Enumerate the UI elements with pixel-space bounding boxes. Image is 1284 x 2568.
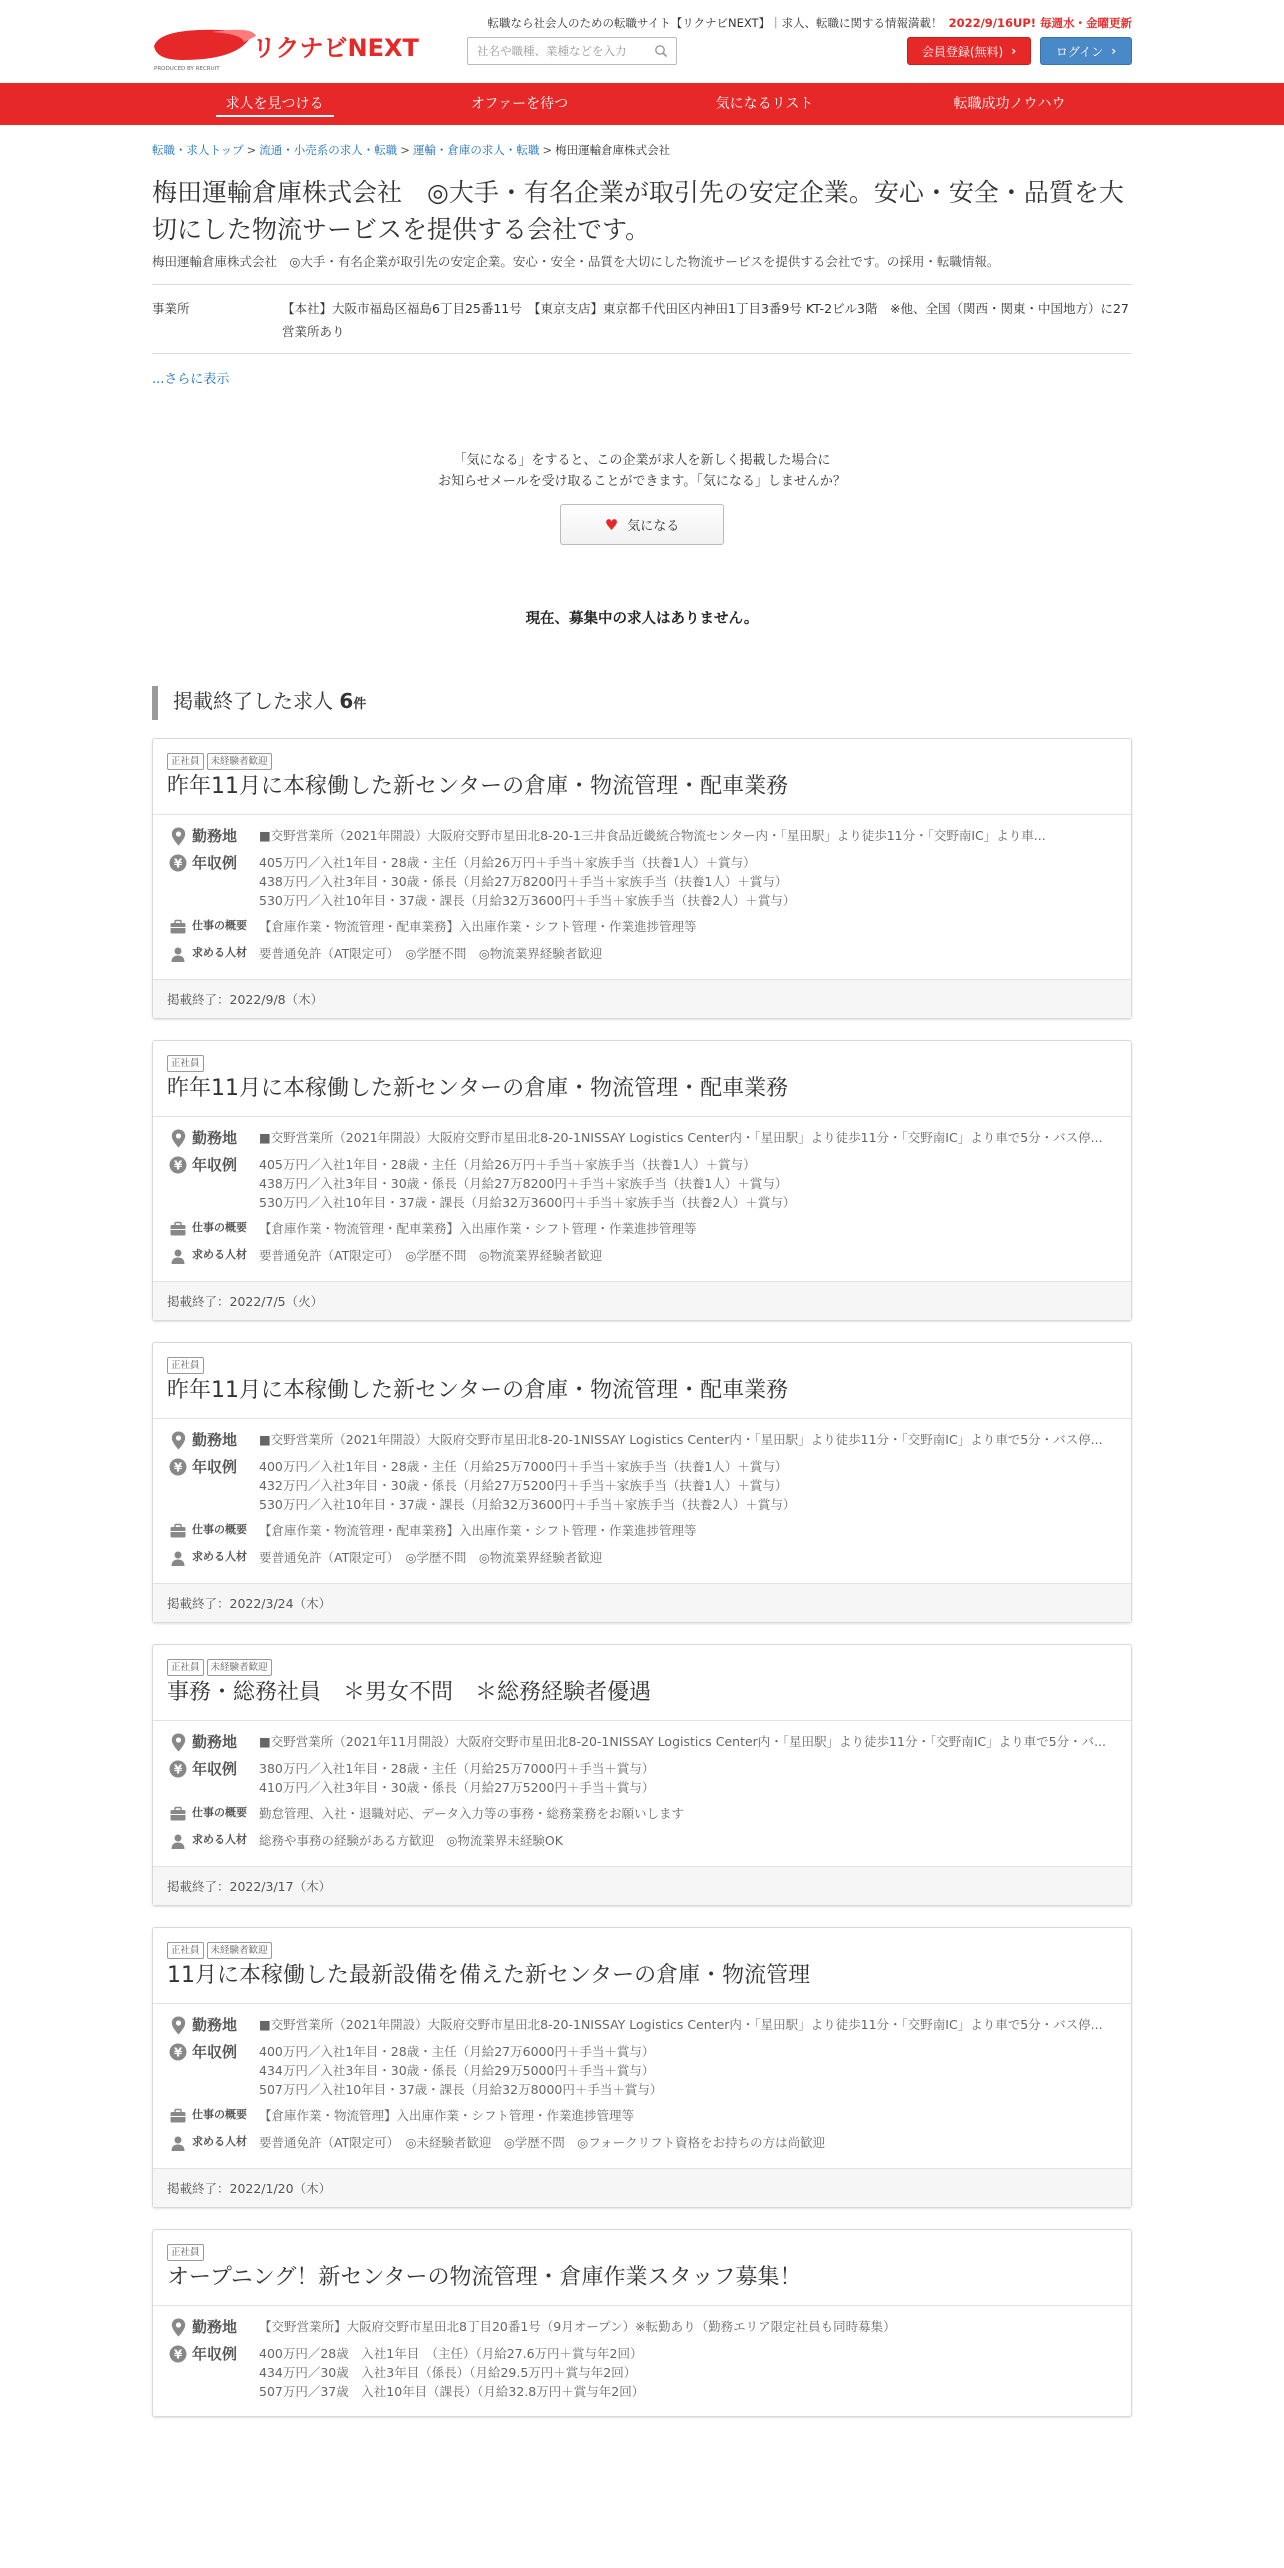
requirements-label	[169, 1246, 259, 1266]
salary-label	[169, 853, 259, 910]
person-icon	[169, 1548, 187, 1568]
summary-label-text: 仕事の概要	[192, 2108, 247, 2121]
svg-text:リクナビNEXT: リクナビNEXT	[252, 34, 419, 62]
chevron-right-icon: ›	[1011, 44, 1017, 58]
global-nav	[0, 83, 1284, 125]
location-label	[169, 826, 259, 846]
job-location: 【交野営業所】大阪府交野市星田北8丁目20番1号（9月オープン）※転勤あり（勤務エリア限定社員も同時募集）	[259, 2319, 896, 2334]
job-salary	[259, 2344, 1115, 2401]
salary-label-text: 年収例	[192, 1458, 238, 1476]
rikunabi-next-logo[interactable]	[152, 16, 419, 72]
nav-label: オファーを待つ	[470, 96, 569, 112]
location-label	[169, 2015, 259, 2035]
location-pin-icon	[169, 1732, 187, 1752]
job-tags	[167, 2244, 1117, 2261]
requirements-label	[169, 1548, 259, 1568]
yen-icon	[169, 1457, 187, 1477]
job-salary	[259, 1155, 1115, 1212]
salary-line: 507万円／入社10年目・37歳・課長（月給32万8000円＋手当＋賞与）	[259, 2082, 663, 2097]
job-location-row	[169, 1128, 1115, 1148]
job-card[interactable]	[152, 2229, 1132, 2417]
job-salary-row	[169, 2042, 1115, 2099]
job-ended-date: 掲載終了：2022/1/20（木）	[153, 2168, 1131, 2207]
location-pin-icon	[169, 826, 187, 846]
job-tag: 正社員	[167, 1659, 204, 1676]
requirements-label	[169, 944, 259, 964]
person-icon	[169, 1246, 187, 1266]
job-title[interactable]: 昨年11月に本稼働した新センターの倉庫・物流管理・配車業務	[167, 1378, 789, 1403]
salary-line: 380万円／入社1年目・28歳・主任（月給25万7000円＋手当＋賞与）	[259, 1761, 655, 1776]
location-label	[169, 1128, 259, 1148]
location-pin-icon	[169, 1430, 187, 1450]
salary-line: 530万円／入社10年目・37歳・課長（月給32万3600円＋手当＋家族手当（扶養2人）＋賞与）	[259, 1195, 796, 1210]
job-requirements: 要普通免許（AT限定可） ◎未経験者歓迎 ◎学歴不問 ◎フォークリフト資格をお持ちの方は尚歓迎	[259, 2135, 826, 2150]
job-tag: 未経験者歓迎	[207, 1659, 272, 1676]
search-icon[interactable]	[654, 44, 668, 58]
job-ended-date: 掲載終了：2022/3/24（木）	[153, 1583, 1131, 1622]
job-location-row	[169, 2317, 1115, 2337]
job-requirements: 要普通免許（AT限定可） ◎学歴不問 ◎物流業界経験者歓迎	[259, 1550, 603, 1565]
breadcrumb-separator: >	[542, 143, 553, 157]
job-ended-date: 掲載終了：2022/7/5（火）	[153, 1281, 1131, 1320]
summary-label	[169, 2106, 259, 2126]
yen-icon	[169, 1155, 187, 1175]
job-tag: 正社員	[167, 1357, 204, 1374]
job-tags	[167, 1942, 1117, 1959]
job-card-header	[153, 1645, 1131, 1721]
salary-label-text: 年収例	[192, 854, 238, 872]
svg-text:¥: ¥	[173, 1460, 183, 1475]
person-icon	[169, 2133, 187, 2153]
job-salary	[259, 1457, 1115, 1514]
heart-icon: ♥	[604, 515, 619, 534]
job-ended-date: 掲載終了：2022/3/17（木）	[153, 1866, 1131, 1905]
svg-text:¥: ¥	[173, 2045, 183, 2060]
job-tags	[167, 1055, 1117, 1072]
requirements-label-text: 求める人材	[192, 2135, 247, 2148]
job-tags	[167, 1659, 1117, 1676]
salary-line: 432万円／入社3年目・30歳・係長（月給27万5200円＋手当＋家族手当（扶養1人）＋賞与）	[259, 1478, 788, 1493]
favorite-message-line: お知らせメールを受け取ることができます。「気になる」しませんか？	[438, 474, 846, 489]
person-icon	[169, 944, 187, 964]
salary-label	[169, 1759, 259, 1797]
register-label: 会員登録(無料)	[921, 44, 1004, 59]
job-summary: 勤怠管理、入社・退職対応、データ入力等の事務・総務業務をお願いします	[259, 1806, 685, 1821]
office-value: 【本社】大阪市福島区福島6丁目25番11号 【東京支店】東京都千代田区内神田1丁目3番9号 KT-2ビル3階 ※他、全国（関西・関東・中国地方）に27営業所あり	[282, 301, 1129, 339]
site-header	[152, 0, 1132, 83]
office-info	[152, 284, 1132, 354]
requirements-label	[169, 2133, 259, 2153]
job-requirements: 要普通免許（AT限定可） ◎学歴不問 ◎物流業界経験者歓迎	[259, 1248, 603, 1263]
update-info: 2022/9/16UP! 毎週水・金曜更新	[948, 16, 1132, 30]
job-requirements-row	[169, 1831, 1115, 1851]
main-content	[152, 142, 1132, 2417]
job-ended-date: 掲載終了：2022/9/8（木）	[153, 979, 1131, 1018]
job-title[interactable]: オープニング！新センターの物流管理・倉庫作業スタッフ募集！	[167, 2265, 802, 2290]
yen-icon	[169, 2344, 187, 2364]
job-location: ■交野営業所（2021年開設）大阪府交野市星田北8-20-1NISSAY Logistics Center内・「星田駅」より徒歩11分・「交野南IC」より車で5分・バス停...	[259, 1130, 1103, 1145]
job-tags	[167, 1357, 1117, 1374]
show-more-link[interactable]: ...さらに表示	[152, 372, 230, 387]
location-label-text: 勤務地	[192, 1129, 238, 1147]
job-salary-row	[169, 853, 1115, 910]
job-card[interactable]	[152, 1040, 1132, 1321]
yen-icon	[169, 853, 187, 873]
briefcase-icon	[169, 2106, 187, 2126]
job-salary	[259, 1759, 1115, 1797]
nav-knowhow[interactable]	[887, 83, 1132, 125]
no-jobs-message: 現在、募集中の求人はありません。	[525, 611, 759, 627]
job-salary-row	[169, 1155, 1115, 1212]
search-box	[467, 37, 677, 65]
job-summary: 【倉庫作業・物流管理】入出庫作業・シフト管理・作業進捗管理等	[259, 2108, 635, 2123]
job-salary	[259, 2042, 1115, 2099]
job-location-row	[169, 826, 1115, 846]
job-card[interactable]	[152, 1342, 1132, 1623]
salary-label-text: 年収例	[192, 1156, 238, 1174]
location-label-text: 勤務地	[192, 827, 238, 845]
job-summary-row	[169, 1804, 1115, 1824]
job-summary-row	[169, 1219, 1115, 1239]
job-salary-row	[169, 1457, 1115, 1514]
job-summary: 【倉庫作業・物流管理・配車業務】入出庫作業・シフト管理・作業進捗管理等	[259, 1523, 697, 1538]
briefcase-icon	[169, 1219, 187, 1239]
job-requirements-row	[169, 2133, 1115, 2153]
job-location-row	[169, 2015, 1115, 2035]
svg-text:¥: ¥	[173, 856, 183, 871]
job-summary-row	[169, 1521, 1115, 1541]
salary-line: 410万円／入社3年目・30歳・係長（月給27万5200円＋手当＋賞与）	[259, 1780, 655, 1795]
job-requirements-row	[169, 1246, 1115, 1266]
salary-label	[169, 1155, 259, 1212]
salary-label-text: 年収例	[192, 2043, 238, 2061]
salary-line: 400万円／28歳 入社1年目 （主任）（月給27.6万円＋賞与年2回）	[259, 2346, 643, 2361]
job-tag: 正社員	[167, 2244, 204, 2261]
summary-label	[169, 1521, 259, 1541]
job-location-row	[169, 1732, 1115, 1752]
salary-line: 400万円／入社1年目・28歳・主任（月給27万6000円＋手当＋賞与）	[259, 2044, 655, 2059]
salary-line: 530万円／入社10年目・37歳・課長（月給32万3600円＋手当＋家族手当（扶養2人）＋賞与）	[259, 1497, 796, 1512]
location-pin-icon	[169, 1128, 187, 1148]
job-summary-row	[169, 917, 1115, 937]
nav-label: 転職成功ノウハウ	[953, 96, 1066, 112]
summary-label-text: 仕事の概要	[192, 1221, 247, 1234]
yen-icon	[169, 1759, 187, 1779]
search-input[interactable]	[468, 44, 648, 58]
svg-text:¥: ¥	[173, 2347, 183, 2362]
page-title: 梅田運輸倉庫株式会社 ◎大手・有名企業が取引先の安定企業。安心・安全・品質を大切にした物流サービスを提供する会社です。	[152, 178, 1124, 244]
salary-line: 405万円／入社1年目・28歳・主任（月給26万円＋手当＋家族手当（扶養1人）＋賞与）	[259, 1157, 756, 1172]
job-salary-row	[169, 2344, 1115, 2401]
job-card-body	[153, 2306, 1131, 2416]
salary-line: 530万円／入社10年目・37歳・課長（月給32万3600円＋手当＋家族手当（扶養2人）＋賞与）	[259, 893, 796, 908]
requirements-label-text: 求める人材	[192, 1550, 247, 1563]
job-salary-row	[169, 1759, 1115, 1797]
summary-label-text: 仕事の概要	[192, 1523, 247, 1536]
requirements-label-text: 求める人材	[192, 946, 247, 959]
svg-text:¥: ¥	[173, 1158, 183, 1173]
summary-label-text: 仕事の概要	[192, 919, 247, 932]
breadcrumb-link-top[interactable]: 転職・求人トップ	[152, 143, 244, 157]
job-location: ■交野営業所（2021年開設）大阪府交野市星田北8-20-1三井食品近畿統合物流センター内・「星田駅」より徒歩11分・「交野南IC」より車...	[259, 828, 1046, 843]
job-salary	[259, 853, 1115, 910]
breadcrumb	[152, 142, 1132, 158]
salary-label	[169, 2042, 259, 2099]
job-card-header	[153, 1343, 1131, 1419]
location-label-text: 勤務地	[192, 2016, 238, 2034]
job-title[interactable]: 事務・総務社員 ＊男女不問 ＊総務経験者優遇	[167, 1680, 652, 1705]
job-location-row	[169, 1430, 1115, 1450]
briefcase-icon	[169, 917, 187, 937]
register-button[interactable]	[907, 37, 1031, 65]
location-label	[169, 2317, 259, 2337]
nav-label: 求人を見つける	[216, 96, 334, 117]
tagline-text: 転職なら社会人のための転職サイト【リクナビNEXT】｜求人、転職に関する情報満載！	[487, 16, 943, 30]
office-label: 事業所	[152, 301, 190, 316]
job-requirements-row	[169, 944, 1115, 964]
breadcrumb-link-retail[interactable]: 流通・小売系の求人・転職	[259, 143, 398, 157]
location-label-text: 勤務地	[192, 1733, 238, 1751]
job-card-body	[153, 1419, 1131, 1583]
job-card[interactable]	[152, 738, 1132, 1019]
salary-line: 434万円／30歳 入社3年目（係長）（月給29.5万円＋賞与年2回）	[259, 2365, 637, 2380]
job-requirements: 要普通免許（AT限定可） ◎学歴不問 ◎物流業界経験者歓迎	[259, 946, 603, 961]
salary-label	[169, 2344, 259, 2401]
job-title[interactable]: 昨年11月に本稼働した新センターの倉庫・物流管理・配車業務	[167, 1076, 789, 1101]
breadcrumb-separator: >	[400, 143, 410, 157]
ended-jobs-count: 6	[339, 689, 354, 713]
job-card-header	[153, 1928, 1131, 2004]
job-tags	[167, 753, 1117, 770]
chevron-right-icon: ›	[1111, 44, 1117, 58]
job-tag: 正社員	[167, 753, 204, 770]
job-card-body	[153, 1721, 1131, 1866]
job-title[interactable]: 昨年11月に本稼働した新センターの倉庫・物流管理・配車業務	[167, 774, 789, 799]
job-list	[152, 738, 1132, 2417]
salary-label-text: 年収例	[192, 2345, 238, 2363]
location-label-text: 勤務地	[192, 2318, 238, 2336]
location-pin-icon	[169, 2015, 187, 2035]
job-location: ■交野営業所（2021年11月開設）大阪府交野市星田北8-20-1NISSAY Logistics Center内・「星田駅」より徒歩11分・「交野南IC」より車で5分・バ...	[259, 1734, 1106, 1749]
job-tag: 正社員	[167, 1055, 204, 1072]
job-card[interactable]	[152, 1644, 1132, 1906]
nav-find-jobs[interactable]	[152, 83, 397, 125]
favorite-button-label: 気になる	[627, 519, 680, 534]
briefcase-icon	[169, 1521, 187, 1541]
job-card-body	[153, 1117, 1131, 1281]
salary-line: 434万円／入社3年目・30歳・係長（月給29万5000円＋手当＋賞与）	[259, 2063, 655, 2078]
favorite-button[interactable]	[560, 504, 724, 545]
location-label	[169, 1732, 259, 1752]
requirements-label	[169, 1831, 259, 1851]
job-card-body	[153, 815, 1131, 979]
salary-line: 507万円／37歳 入社10年目（課長）（月給32.8万円＋賞与年2回）	[259, 2384, 645, 2399]
location-pin-icon	[169, 2317, 187, 2337]
location-label	[169, 1430, 259, 1450]
job-summary-row	[169, 2106, 1115, 2126]
ended-jobs-heading	[152, 686, 1132, 720]
summary-label	[169, 1219, 259, 1239]
login-button[interactable]	[1040, 37, 1132, 65]
job-requirements-row	[169, 1548, 1115, 1568]
nav-favorite-list[interactable]	[642, 83, 887, 125]
summary-label-text: 仕事の概要	[192, 1806, 247, 1819]
nav-label: 気になるリスト	[715, 96, 814, 112]
salary-line: 400万円／入社1年目・28歳・主任（月給25万7000円＋手当＋家族手当（扶養1人）＋賞与）	[259, 1459, 788, 1474]
breadcrumb-link-transport[interactable]: 運輸・倉庫の求人・転職	[412, 143, 540, 157]
favorite-message	[152, 450, 1132, 492]
login-label: ログイン	[1055, 44, 1104, 59]
job-location: ■交野営業所（2021年開設）大阪府交野市星田北8-20-1NISSAY Logistics Center内・「星田駅」より徒歩11分・「交野南IC」より車で5分・バス停...	[259, 1432, 1103, 1447]
breadcrumb-separator: >	[246, 143, 257, 157]
briefcase-icon	[169, 1804, 187, 1824]
job-summary: 【倉庫作業・物流管理・配車業務】入出庫作業・シフト管理・作業進捗管理等	[259, 1221, 697, 1236]
location-label-text: 勤務地	[192, 1431, 238, 1449]
job-summary: 【倉庫作業・物流管理・配車業務】入出庫作業・シフト管理・作業進捗管理等	[259, 919, 697, 934]
job-title[interactable]: 11月に本稼働した最新設備を備えた新センターの倉庫・物流管理	[167, 1963, 811, 1988]
ended-jobs-title: 掲載終了した求人	[173, 689, 333, 713]
company-subtitle: 梅田運輸倉庫株式会社 ◎大手・有名企業が取引先の安定企業。安心・安全・品質を大切にした物流サービスを提供する会社です。の採用・転職情報。	[152, 254, 1000, 269]
salary-label	[169, 1457, 259, 1514]
summary-label	[169, 1804, 259, 1824]
job-card-header	[153, 739, 1131, 815]
job-card[interactable]	[152, 1927, 1132, 2208]
svg-text:¥: ¥	[173, 1762, 183, 1777]
svg-text:PRODUCED BY RECRUIT: PRODUCED BY RECRUIT	[154, 66, 220, 72]
job-tag: 未経験者歓迎	[207, 1942, 272, 1959]
salary-label-text: 年収例	[192, 1760, 238, 1778]
salary-line: 438万円／入社3年目・30歳・係長（月給27万8200円＋手当＋家族手当（扶養1人）＋賞与）	[259, 874, 788, 889]
site-tagline	[488, 15, 1132, 31]
yen-icon	[169, 2042, 187, 2062]
favorite-message-line: 「気になる」をすると、この企業が求人を新しく掲載した場合に	[453, 453, 831, 468]
requirements-label-text: 求める人材	[192, 1833, 247, 1846]
job-card-header	[153, 1041, 1131, 1117]
requirements-label-text: 求める人材	[192, 1248, 247, 1261]
salary-line: 438万円／入社3年目・30歳・係長（月給27万8200円＋手当＋家族手当（扶養1人）＋賞与）	[259, 1176, 788, 1191]
salary-line: 405万円／入社1年目・28歳・主任（月給26万円＋手当＋家族手当（扶養1人）＋賞与）	[259, 855, 756, 870]
breadcrumb-current: 梅田運輸倉庫株式会社	[555, 143, 671, 157]
job-card-body	[153, 2004, 1131, 2168]
person-icon	[169, 1831, 187, 1851]
job-card-header	[153, 2230, 1131, 2306]
job-tag: 未経験者歓迎	[207, 753, 272, 770]
job-tag: 正社員	[167, 1942, 204, 1959]
job-location: ■交野営業所（2021年開設）大阪府交野市星田北8-20-1NISSAY Logistics Center内・「星田駅」より徒歩11分・「交野南IC」より車で5分・バス停...	[259, 2017, 1103, 2032]
summary-label	[169, 917, 259, 937]
ended-jobs-unit: 件	[353, 697, 367, 712]
nav-wait-offers[interactable]	[397, 83, 642, 125]
job-requirements: 総務や事務の経験がある方歓迎 ◎物流業界未経験OK	[259, 1833, 563, 1848]
